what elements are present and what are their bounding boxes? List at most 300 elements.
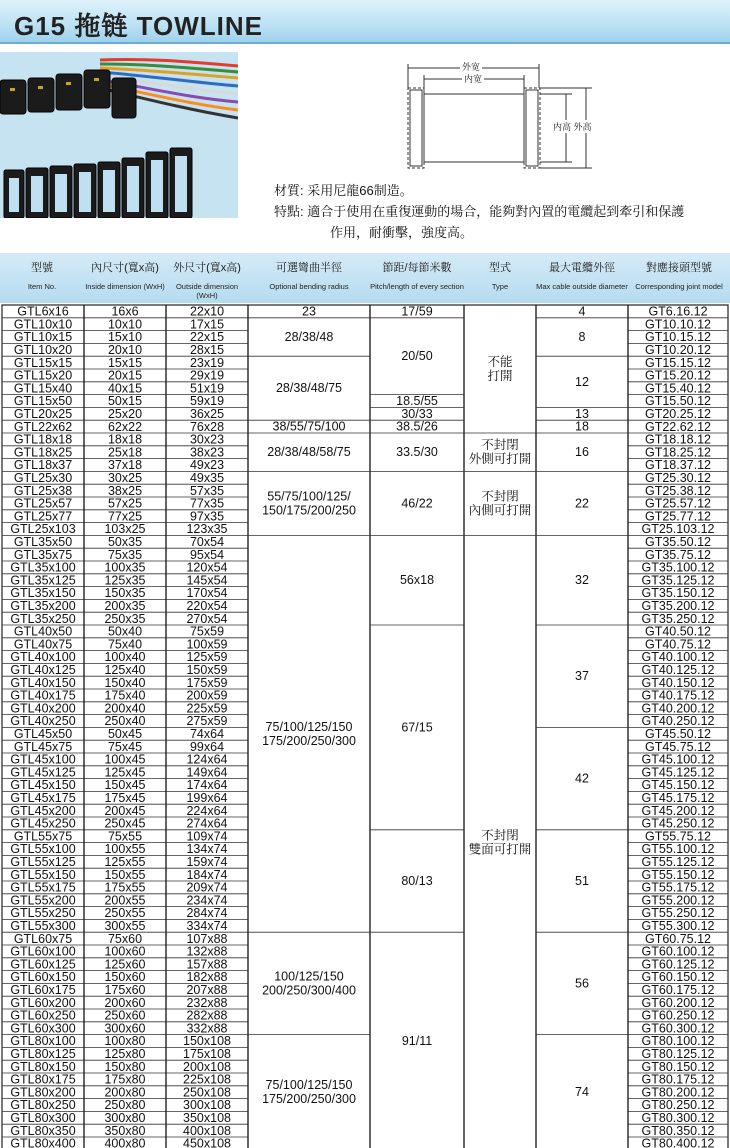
item-no-cell: GTL15x40 (13, 381, 73, 396)
joint-model-cell: GT60.100.12 (641, 944, 715, 959)
item-no-cell: GTL25x38 (13, 483, 73, 498)
item-no-cell: GTL18x18 (13, 432, 73, 447)
outside-dim-cell: 224x64 (186, 803, 228, 818)
item-no-cell: GTL40x50 (13, 624, 73, 639)
type-cell: 不封閉 (481, 489, 519, 504)
col-header-joint-model: 對應接頭型號 Corresponding joint model (635, 262, 723, 291)
inside-dim-cell: 125x45 (104, 765, 146, 780)
item-no-cell: GTL60x300 (10, 1021, 76, 1036)
item-no-cell: GTL80x200 (10, 1085, 76, 1100)
inside-dim-cell: 200x45 (104, 803, 146, 818)
inside-dim-cell: 175x55 (104, 880, 146, 895)
item-no-cell: GTL55x125 (10, 855, 76, 869)
outside-dim-cell: 282x88 (186, 1008, 228, 1023)
inside-dim-cell: 25x18 (107, 445, 143, 460)
joint-model-cell: GT80.150.12 (641, 1059, 715, 1074)
bending-radius-cell: 150/175/200/250 (262, 503, 356, 518)
inside-dim-cell: 250x80 (104, 1098, 146, 1113)
joint-model-cell: GT80.125.12 (641, 1047, 715, 1061)
inside-dim-cell: 175x40 (104, 688, 146, 703)
outside-dim-cell: 450x108 (183, 1136, 231, 1148)
material-value: 采用尼龍66制造。 (307, 183, 413, 198)
page-title: G15 拖链 TOWLINE (14, 11, 263, 41)
outside-dim-cell: 234x74 (186, 893, 228, 908)
feature-label: 特點: (274, 204, 304, 219)
inside-dim-cell: 300x60 (104, 1021, 146, 1036)
page-header (0, 0, 730, 44)
inside-dim-cell: 150x55 (104, 867, 146, 882)
item-no-cell: GTL40x250 (10, 714, 76, 729)
joint-model-cell: GT35.250.12 (641, 611, 715, 626)
inside-dim-cell: 18x18 (107, 432, 143, 447)
item-no-cell: GTL45x100 (10, 752, 76, 767)
outside-dim-cell: 30x23 (189, 432, 225, 447)
item-no-cell: GTL35x75 (13, 547, 73, 562)
item-no-cell: GTL35x250 (10, 611, 76, 626)
inside-dim-cell: 75x60 (107, 931, 143, 946)
item-no-cell: GTL55x150 (10, 867, 76, 882)
joint-model-cell: GT45.175.12 (641, 791, 715, 805)
outside-dim-cell: 209x74 (186, 880, 228, 895)
max-cable-cell: 13 (575, 406, 589, 421)
joint-model-cell: GT55.250.12 (641, 906, 715, 921)
table-header (0, 253, 730, 303)
type-cell: 雙面可打開 (468, 842, 532, 857)
joint-model-cell: GT45.100.12 (641, 752, 715, 767)
joint-model-cell: GT45.200.12 (641, 803, 715, 818)
item-no-cell: GTL25x77 (13, 509, 73, 524)
inside-dim-cell: 125x35 (104, 573, 146, 588)
max-cable-cell: 22 (575, 496, 589, 511)
joint-model-cell: GT10.10.12 (644, 317, 712, 332)
item-no-cell: GTL60x75 (13, 931, 73, 946)
joint-model-cell: GT55.200.12 (641, 893, 715, 908)
pitch-cell: 30/33 (401, 406, 433, 421)
outside-dim-cell: 51x19 (189, 381, 225, 396)
item-no-cell: GTL25x30 (13, 471, 73, 485)
type-cell: 打開 (487, 369, 513, 383)
outside-dim-cell: 23x19 (189, 355, 225, 370)
bending-radius-cell: 28/38/48/75 (275, 381, 343, 396)
joint-model-cell: GT45.75.12 (644, 739, 712, 754)
type-cell: 外側可打開 (468, 452, 532, 467)
height-labels: 内高 外高 (553, 122, 592, 132)
inside-dim-cell: 175x45 (104, 791, 146, 805)
item-no-cell: GTL35x200 (10, 599, 76, 613)
joint-model-cell: GT6.16.12 (648, 304, 708, 319)
bending-radius-cell: 75/100/125/150 (265, 1078, 353, 1093)
outside-dim-cell: 334x74 (186, 919, 228, 933)
inside-dim-cell: 200x80 (104, 1085, 146, 1100)
inside-dim-cell: 25x20 (107, 407, 143, 421)
inside-dim-cell: 200x35 (104, 599, 146, 613)
bending-radius-cell: 175/200/250/300 (262, 1092, 356, 1107)
type-cell: 內側可打開 (468, 503, 532, 518)
joint-model-cell: GT45.50.12 (644, 727, 712, 741)
item-no-cell: GTL10x15 (13, 330, 73, 345)
inside-dim-cell: 175x60 (104, 983, 146, 997)
inside-dim-cell: 37x18 (107, 458, 143, 473)
item-no-cell: GTL45x50 (13, 727, 73, 741)
feature-value-1: 適合于使用在重復運動的場合，能夠對內置的電纜起到牽引和保護 (307, 204, 685, 219)
feature-line (274, 201, 684, 222)
outside-dim-cell: 107x88 (186, 931, 228, 946)
item-no-cell: GTL60x200 (10, 995, 76, 1010)
product-photo (0, 52, 238, 218)
joint-model-cell: GT15.50.12 (644, 394, 712, 409)
item-no-cell: GTL15x15 (13, 355, 73, 370)
inside-dim-cell: 125x55 (104, 855, 146, 869)
joint-model-cell: GT80.300.12 (641, 1111, 715, 1125)
col-header-item-no: 型號 Item No. (27, 262, 57, 291)
joint-model-cell: GT25.38.12 (644, 483, 712, 498)
inside-dim-cell: 125x80 (104, 1047, 146, 1061)
inside-dim-cell: 400x80 (104, 1136, 146, 1148)
inside-dim-cell: 50x45 (107, 727, 143, 741)
joint-model-cell: GT55.300.12 (641, 919, 715, 933)
outside-dim-cell: 36x25 (189, 407, 225, 421)
inside-dim-cell: 300x80 (104, 1111, 146, 1125)
outside-dim-cell: 400x108 (183, 1123, 231, 1138)
item-no-cell: GTL10x10 (13, 317, 73, 332)
col-header-pitch: 節距/每節米數 Pitch/length of every section (370, 262, 464, 291)
joint-model-cell: GT35.125.12 (641, 573, 715, 588)
joint-model-cell: GT35.200.12 (641, 599, 715, 613)
joint-model-cell: GT80.400.12 (641, 1136, 715, 1148)
inside-dim-cell: 57x25 (107, 496, 143, 511)
outside-dim-cell: 270x54 (186, 611, 228, 626)
inside-dim-cell: 50x35 (107, 535, 143, 549)
joint-model-cell: GT18.25.12 (644, 445, 712, 460)
joint-model-cell: GT15.15.12 (644, 355, 712, 370)
outside-dim-cell: 199x64 (186, 791, 228, 805)
joint-model-cell: GT18.18.12 (644, 432, 712, 447)
inside-dim-cell: 200x40 (104, 701, 146, 716)
item-no-cell: GTL55x100 (10, 842, 76, 857)
item-no-cell: GTL80x250 (10, 1098, 76, 1113)
item-no-cell: GTL60x150 (10, 970, 76, 985)
outside-dim-cell: 150x59 (186, 663, 228, 677)
item-no-cell: GTL35x125 (10, 573, 76, 588)
inside-dim-cell: 150x40 (104, 675, 146, 690)
item-no-cell: GTL15x50 (13, 394, 73, 409)
item-no-cell: GTL80x300 (10, 1111, 76, 1125)
inside-dim-cell: 250x40 (104, 714, 146, 729)
max-cable-cell: 16 (575, 445, 589, 460)
joint-model-cell: GT10.20.12 (644, 343, 712, 357)
item-no-cell: GTL45x125 (10, 765, 76, 780)
outside-dim-cell: 28x15 (189, 343, 225, 357)
item-no-cell: GTL80x175 (10, 1072, 76, 1087)
joint-model-cell: GT45.125.12 (641, 765, 715, 780)
joint-model-cell: GT25.103.12 (641, 522, 715, 537)
item-no-cell: GTL60x250 (10, 1008, 76, 1023)
outside-dim-cell: 95x54 (189, 547, 225, 562)
feature-line-2: 作用，耐衝擊，強度高。 (330, 225, 474, 240)
pitch-cell: 67/15 (401, 720, 433, 735)
cross-section-drawing (396, 58, 612, 178)
pitch-cell: 56x18 (399, 573, 435, 588)
inside-dim-cell: 15x15 (107, 355, 143, 370)
inside-dim-cell: 20x15 (107, 368, 143, 383)
item-no-cell: GTL40x75 (13, 637, 73, 652)
inside-dim-cell: 10x10 (107, 317, 143, 332)
outside-dim-cell: 75x59 (189, 624, 225, 639)
bending-radius-cell: 28/38/48/58/75 (267, 445, 351, 460)
pitch-cell: 38.5/26 (396, 419, 438, 434)
outside-dim-cell: 200x108 (183, 1059, 231, 1074)
spec-table (0, 303, 730, 1148)
outside-dim-cell: 332x88 (186, 1021, 228, 1036)
bending-radius-cell: 28/38/48 (284, 330, 334, 344)
outside-dim-cell: 77x35 (189, 496, 225, 511)
inside-dim-cell: 62x22 (107, 419, 143, 434)
outside-dim-cell: 22x10 (189, 304, 225, 319)
joint-model-cell: GT40.250.12 (641, 714, 715, 729)
item-no-cell: GTL80x125 (10, 1047, 76, 1061)
outside-dim-cell: 38x23 (189, 445, 225, 460)
item-no-cell: GTL25x103 (10, 522, 76, 537)
outside-dim-cell: 123x35 (186, 522, 228, 537)
joint-model-cell: GT35.75.12 (644, 547, 712, 562)
outside-dim-cell: 125x59 (186, 650, 228, 665)
joint-model-cell: GT60.75.12 (644, 931, 712, 946)
joint-model-cell: GT40.175.12 (641, 688, 715, 703)
joint-model-cell: GT60.250.12 (641, 1008, 715, 1023)
pitch-cell: 20/50 (401, 349, 433, 364)
item-no-cell: GTL55x250 (10, 906, 76, 921)
max-cable-cell: 32 (575, 573, 589, 588)
outside-dim-cell: 220x54 (186, 599, 228, 613)
outside-dim-cell: 284x74 (186, 906, 228, 921)
joint-model-cell: GT35.50.12 (644, 535, 712, 549)
joint-model-cell: GT80.200.12 (641, 1085, 715, 1100)
item-no-cell: GTL45x150 (10, 778, 76, 793)
max-cable-cell: 42 (575, 771, 589, 786)
item-no-cell: GTL35x100 (10, 560, 76, 575)
bending-radius-cell: 55/75/100/125/ (267, 489, 351, 504)
item-no-cell: GTL55x75 (13, 829, 73, 844)
outside-dim-cell: 149x64 (186, 765, 228, 780)
max-cable-cell: 51 (575, 874, 589, 888)
outside-dim-cell: 132x88 (186, 944, 228, 959)
outside-dim-cell: 150x108 (183, 1034, 231, 1049)
item-no-cell: GTL40x200 (10, 701, 76, 716)
joint-model-cell: GT40.150.12 (641, 675, 715, 690)
joint-model-cell: GT35.150.12 (641, 586, 715, 601)
inside-dim-cell: 150x60 (104, 970, 146, 985)
col-header-max-cable: 最大電纜外徑 Max cable outside diameter (536, 262, 628, 291)
joint-model-cell: GT55.100.12 (641, 842, 715, 857)
inside-dim-cell: 200x55 (104, 893, 146, 908)
joint-model-cell: GT22.62.12 (644, 419, 712, 434)
inside-dim-cell: 150x80 (104, 1059, 146, 1074)
outside-dim-cell: 29x19 (189, 368, 225, 383)
col-header-outside-dim: 外尺寸(寬x高) Outside dimension (WxH) (173, 262, 241, 300)
outside-dim-cell: 225x108 (183, 1072, 231, 1087)
outside-dim-cell: 145x54 (186, 573, 228, 588)
outside-dim-cell: 232x88 (186, 995, 228, 1010)
pitch-cell: 18.5/55 (396, 394, 438, 408)
inside-dim-cell: 250x55 (104, 906, 146, 921)
type-cell: 不封閉 (481, 828, 519, 843)
item-no-cell: GTL45x175 (10, 791, 76, 805)
type-cell: 不封閉 (481, 438, 519, 453)
outside-dim-cell: 70x54 (189, 535, 225, 549)
item-no-cell: GTL55x200 (10, 893, 76, 908)
joint-model-cell: GT80.175.12 (641, 1072, 715, 1087)
joint-model-cell: GT60.150.12 (641, 970, 715, 985)
item-no-cell: GTL25x57 (13, 496, 73, 511)
material-label: 材質: (274, 183, 304, 198)
item-no-cell: GTL45x250 (10, 816, 76, 831)
joint-model-cell: GT45.150.12 (641, 778, 715, 793)
joint-model-cell: GT40.100.12 (641, 650, 715, 665)
outside-dim-cell: 175x59 (186, 675, 228, 690)
outside-dim-cell: 275x59 (186, 714, 228, 729)
inside-dim-cell: 50x40 (107, 624, 143, 639)
joint-model-cell: GT80.350.12 (641, 1123, 715, 1138)
item-no-cell: GTL45x200 (10, 803, 76, 818)
outside-dim-cell: 17x15 (189, 317, 225, 332)
inside-dim-cell: 75x40 (107, 637, 143, 652)
outside-dim-cell: 174x64 (186, 778, 228, 793)
inside-dim-cell: 75x35 (107, 547, 143, 562)
item-no-cell: GTL40x150 (10, 675, 76, 690)
inside-dim-cell: 250x45 (104, 816, 146, 831)
joint-model-cell: GT40.200.12 (641, 701, 715, 716)
inside-dim-cell: 150x45 (104, 778, 146, 793)
item-no-cell: GTL6x16 (17, 304, 69, 319)
joint-model-cell: GT25.77.12 (644, 509, 712, 524)
item-no-cell: GTL18x25 (13, 445, 73, 460)
item-no-cell: GTL80x400 (10, 1136, 76, 1148)
item-no-cell: GTL60x175 (10, 983, 76, 997)
joint-model-cell: GT80.250.12 (641, 1098, 715, 1113)
inside-dim-cell: 300x55 (104, 919, 146, 933)
max-cable-cell: 56 (575, 976, 589, 991)
item-no-cell: GTL40x175 (10, 688, 76, 703)
inside-dim-cell: 20x10 (107, 343, 143, 357)
outside-dim-cell: 350x108 (183, 1111, 231, 1125)
outside-dim-cell: 109x74 (186, 829, 228, 844)
dimension-diagram (396, 58, 612, 178)
joint-model-cell: GT40.125.12 (641, 663, 715, 677)
outside-dim-cell: 184x74 (186, 867, 228, 882)
inside-dim-cell: 75x45 (107, 739, 143, 754)
outside-dim-cell: 124x64 (186, 752, 228, 767)
outside-dim-cell: 97x35 (189, 509, 225, 524)
outside-dim-cell: 225x59 (186, 701, 228, 716)
outside-dim-cell: 159x74 (186, 855, 228, 869)
joint-model-cell: GT40.75.12 (644, 637, 712, 652)
item-no-cell: GTL20x25 (13, 407, 73, 421)
max-cable-cell: 8 (578, 330, 586, 344)
joint-model-cell: GT55.125.12 (641, 855, 715, 869)
item-no-cell: GTL40x100 (10, 650, 76, 665)
outside-dim-cell: 49x23 (189, 458, 225, 473)
item-no-cell: GTL80x100 (10, 1034, 76, 1049)
bending-radius-cell: 38/55/75/100 (272, 419, 346, 434)
outside-dim-cell: 74x64 (189, 727, 225, 741)
outside-dim-cell: 170x54 (186, 586, 228, 601)
item-no-cell: GTL15x20 (13, 368, 73, 383)
max-cable-cell: 74 (575, 1085, 589, 1100)
inside-dim-cell: 100x40 (104, 650, 146, 665)
item-no-cell: GTL35x150 (10, 586, 76, 601)
outside-dim-cell: 120x54 (186, 560, 228, 575)
col-header-bending-radius: 可選彎曲半徑 Optional bending radius (269, 262, 349, 291)
outside-dim-cell: 22x15 (189, 330, 225, 345)
item-no-cell: GTL60x100 (10, 944, 76, 959)
inside-dim-cell: 100x80 (104, 1034, 146, 1049)
inside-dim-cell: 30x25 (107, 471, 143, 485)
joint-model-cell: GT60.300.12 (641, 1021, 715, 1036)
type-cell: 不能 (487, 355, 513, 369)
pitch-cell: 80/13 (401, 874, 433, 888)
item-no-cell: GTL18x37 (13, 458, 73, 473)
bending-radius-cell: 23 (302, 304, 316, 319)
outside-dim-cell: 99x64 (189, 739, 225, 754)
pitch-cell: 17/59 (401, 304, 433, 319)
joint-model-cell: GT15.40.12 (644, 381, 712, 396)
item-no-cell: GTL80x150 (10, 1059, 76, 1074)
col-header-inside-dim: 內尺寸(寬x高) Inside dimension (WxH) (85, 262, 165, 291)
item-no-cell: GTL10x20 (13, 343, 73, 357)
outside-dim-cell: 76x28 (189, 419, 225, 434)
outside-dim-cell: 134x74 (186, 842, 228, 857)
outside-dim-cell: 100x59 (186, 637, 228, 652)
item-no-cell: GTL55x175 (10, 880, 76, 895)
inside-dim-cell: 38x25 (107, 483, 143, 498)
item-no-cell: GTL22x62 (13, 419, 73, 434)
inside-dim-cell: 100x45 (104, 752, 146, 767)
joint-model-cell: GT20.25.12 (644, 407, 712, 421)
inside-dim-cell: 50x15 (107, 394, 143, 409)
joint-model-cell: GT40.50.12 (644, 624, 712, 639)
item-no-cell: GTL40x125 (10, 663, 76, 677)
max-cable-cell: 18 (575, 419, 589, 434)
joint-model-cell: GT60.175.12 (641, 983, 715, 997)
outer-width-label: 外宽 (462, 62, 481, 72)
joint-model-cell: GT55.150.12 (641, 867, 715, 882)
joint-model-cell: GT10.15.12 (644, 330, 712, 345)
col-header-type: 型式 Type (489, 262, 511, 291)
outside-dim-cell: 250x108 (183, 1085, 231, 1100)
inside-dim-cell: 250x35 (104, 611, 146, 626)
inside-dim-cell: 200x60 (104, 995, 146, 1010)
joint-model-cell: GT45.250.12 (641, 816, 715, 831)
inside-dim-cell: 77x25 (107, 509, 143, 524)
material-line (274, 180, 413, 201)
inside-dim-cell: 175x80 (104, 1072, 146, 1087)
inside-dim-cell: 250x60 (104, 1008, 146, 1023)
inside-dim-cell: 75x55 (107, 829, 143, 844)
pitch-cell: 46/22 (401, 496, 433, 511)
outside-dim-cell: 207x88 (186, 983, 228, 997)
joint-model-cell: GT55.175.12 (641, 880, 715, 895)
outside-dim-cell: 300x108 (183, 1098, 231, 1113)
pitch-cell: 91/11 (401, 1034, 433, 1048)
joint-model-cell: GT18.37.12 (644, 458, 712, 473)
inside-dim-cell: 100x60 (104, 944, 146, 959)
inside-dim-cell: 40x15 (107, 381, 143, 396)
outside-dim-cell: 57x35 (189, 483, 225, 498)
item-no-cell: GTL80x350 (10, 1123, 76, 1138)
max-cable-cell: 4 (578, 304, 586, 319)
outside-dim-cell: 59x19 (189, 394, 225, 409)
inside-dim-cell: 125x40 (104, 663, 146, 677)
